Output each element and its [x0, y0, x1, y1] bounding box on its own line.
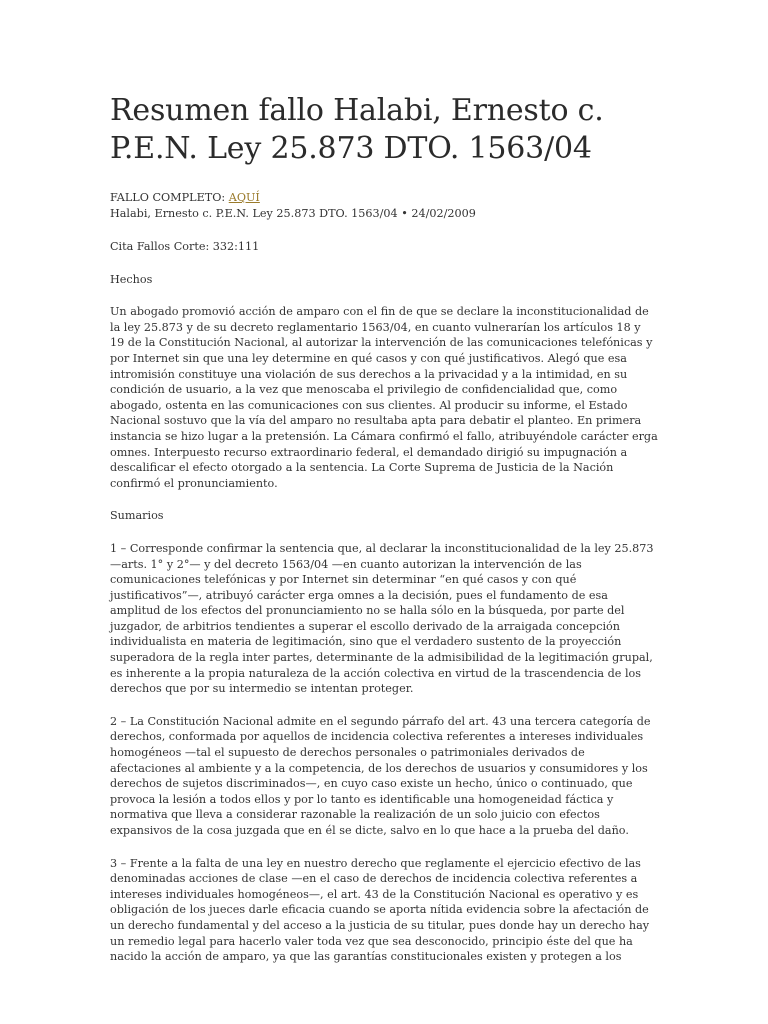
fallo-completo-label: FALLO COMPLETO:: [110, 191, 229, 204]
sumario-3-paragraph: 3 – Frente a la falta de una ley en nuestro derecho que reglamente el ejercicio efectivo de las denominadas acciones de clase —en el caso de derechos de incidencia colectiva referentes a intereses individuales homogéneos—, el art. 43 de la Constitución Nacional es operativo y es obligación de los jueces darle eficacia cuando se aporta nítida evidencia sobre la afectación de un derecho fundamental y del acceso a la justicia de su titular, pues donde hay un derecho hay un remedio legal para hacerlo valer toda vez que sea desconocido, principio éste del que ha nacido la acción de amparo, ya que las garantías constitucionales existen y protegen a los: [110, 856, 650, 964]
hechos-heading: Hechos: [110, 272, 153, 286]
document-page: [110, 92, 658, 965]
case-line: Halabi, Ernesto c. P.E.N. Ley 25.873 DTO. 1563/04 • 24/02/2009: [110, 207, 476, 220]
sumarios-heading: Sumarios: [110, 509, 164, 523]
meta-block: [110, 190, 658, 222]
cita-fallos: Cita Fallos Corte: 332:111: [110, 240, 260, 253]
sumario-1-paragraph: 1 – Corresponde confirmar la sentencia que, al declarar la inconstitucionalidad de la ley 25.873 —arts. 1° y 2°— y del decreto 1563/04 —en cuanto autorizan la intervención de las comunicaciones telefónicas y por Internet sin determinar “en qué casos y con qué justificativos”—, atribuyó carácter erga omnes a la decisión, pues el fundamento de esa amplitud de los efectos del pronunciamiento no se halla sólo en la búsqueda, por parte del juzgador, de arbitrios tendientes a superar el escollo derivado de la arraigada concepción individualista en materia de legitimación, sino que el verdadero sustento de la proyección superadora de la regla inter partes, determinante de la admisibilidad de la legitimación grupal, es inherente a la propia naturaleza de la acción colectiva en virtud de la trascendencia de los derechos que por su intermedio se intentan proteger.: [110, 541, 654, 696]
fallo-completo-line: [110, 190, 658, 206]
hechos-paragraph: Un abogado promovió acción de amparo con el fin de que se declare la inconstitucionalidad de la ley 25.873 y de su decreto reglamentario 1563/04, en cuanto vulnerarían los artículos 18 y 19 de la Constitución Nacional, al autorizar la intervención de las comunicaciones telefónicas y por Internet sin que una ley determine en qué casos y con qué justificativos. Alegó que esa intromisión constituye una violación de sus derechos a la privacidad y a la intimidad, en su condición de usuario, a la vez que menoscaba el privilegio de confidencialidad que, como abogado, ostenta en las comunicaciones con sus clientes. Al producir su informe, el Estado Nacional sostuvo que la vía del amparo no resultaba apta para debatir el planteo. En primera instancia se hizo lugar a la pretensión. La Cámara confirmó el fallo, atribuyéndole carácter erga omnes. Interpuesto recurso extraordinario federal, el demandado dirigió su impugnación a descalificar el efecto otorgado a la sentencia. La Corte Suprema de Justicia de la Nación confirmó el pronunciamiento.: [110, 305, 658, 490]
fallo-completo-link[interactable]: AQUÍ: [228, 191, 260, 204]
page-title: Resumen fallo Halabi, Ernesto c. P.E.N. Ley 25.873 DTO. 1563/04: [110, 93, 604, 166]
sumario-2-paragraph: 2 – La Constitución Nacional admite en el segundo párrafo del art. 43 una tercera categoría de derechos, conformada por aquellos de incidencia colectiva referentes a intereses individuales homogéneos —tal el supuesto de derechos personales o patrimoniales derivados de afectaciones al ambiente y a la competencia, de los derechos de usuarios y consumidores y los derechos de sujetos discriminados—, en cuyo caso existe un hecho, único o continuado, que provoca la lesión a todos ellos y por lo tanto es identificable una homogeneidad fáctica y normativa que lleva a considerar razonable la realización de un solo juicio con efectos expansivos de la cosa juzgada que en él se dicte, salvo en lo que hace a la prueba del daño.: [110, 714, 651, 837]
